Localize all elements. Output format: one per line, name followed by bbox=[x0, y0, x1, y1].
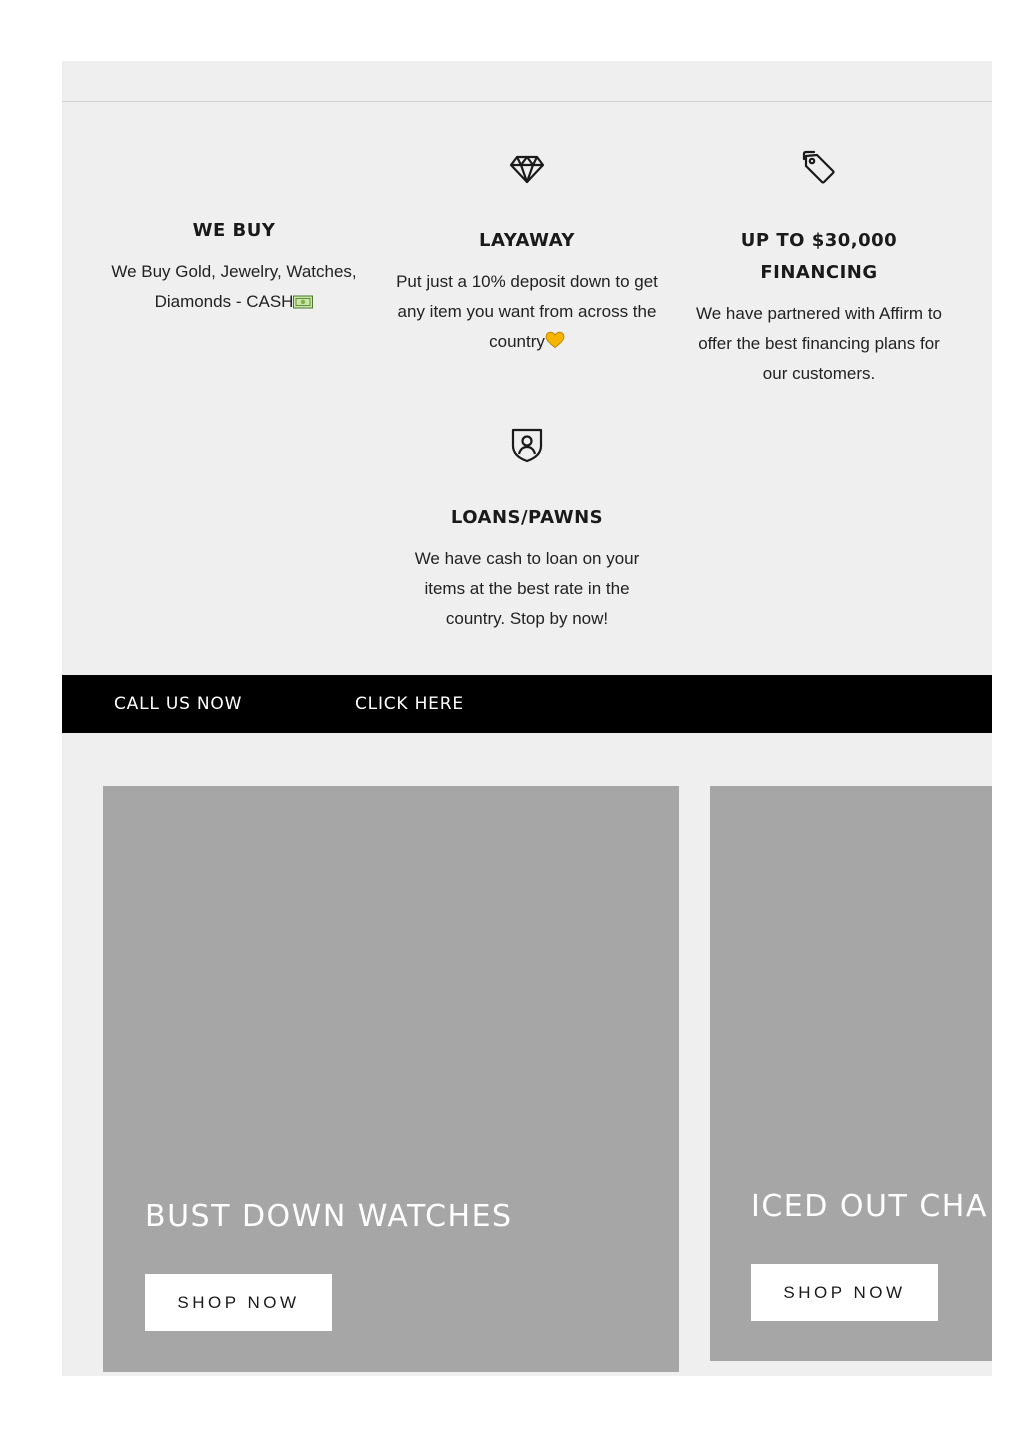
feature-text-body: Put just a 10% deposit down to get any item you want from across the country bbox=[396, 272, 658, 351]
feature-title: UP TO $30,000 FINANCING bbox=[740, 230, 898, 283]
feature-layaway bbox=[392, 149, 662, 359]
feature-we-buy bbox=[99, 215, 369, 319]
diamond-icon bbox=[508, 149, 546, 187]
feature-text-body: We Buy Gold, Jewelry, Watches, Diamonds - CASH bbox=[111, 262, 357, 311]
tag-icon bbox=[800, 149, 838, 187]
feature-title: LOANS/PAWNS bbox=[450, 507, 604, 528]
yellow-heart-emoji bbox=[545, 329, 565, 359]
feature-financing bbox=[684, 149, 954, 389]
collection-card-bust-down-watches[interactable] bbox=[103, 786, 679, 1372]
feature-title: LAYAWAY bbox=[479, 230, 575, 251]
feature-text bbox=[392, 267, 662, 359]
top-strip bbox=[62, 61, 992, 102]
feature-title: WE BUY bbox=[192, 220, 276, 241]
call-us-now-link[interactable]: CALL US NOW bbox=[114, 694, 243, 714]
feature-loans-pawns bbox=[392, 426, 662, 634]
money-emoji bbox=[293, 289, 313, 319]
card-title: ICED OUT CHA bbox=[751, 1189, 988, 1224]
click-here-link[interactable]: CLICK HERE bbox=[355, 694, 464, 714]
cta-bar bbox=[62, 675, 992, 733]
feature-text: We have cash to loan on your items at the best rate in the country. Stop by now! bbox=[414, 549, 640, 628]
card-title: BUST DOWN WATCHES bbox=[145, 1199, 513, 1234]
feature-text bbox=[99, 257, 369, 319]
feature-text: We have partnered with Affirm to offer the best financing plans for our customers. bbox=[696, 304, 942, 383]
page-frame bbox=[62, 61, 992, 1376]
shop-now-button[interactable]: SHOP NOW bbox=[145, 1274, 332, 1331]
shop-now-button[interactable]: SHOP NOW bbox=[751, 1264, 938, 1321]
collection-card-iced-out-chains[interactable] bbox=[710, 786, 992, 1361]
shield-user-icon bbox=[508, 426, 546, 464]
